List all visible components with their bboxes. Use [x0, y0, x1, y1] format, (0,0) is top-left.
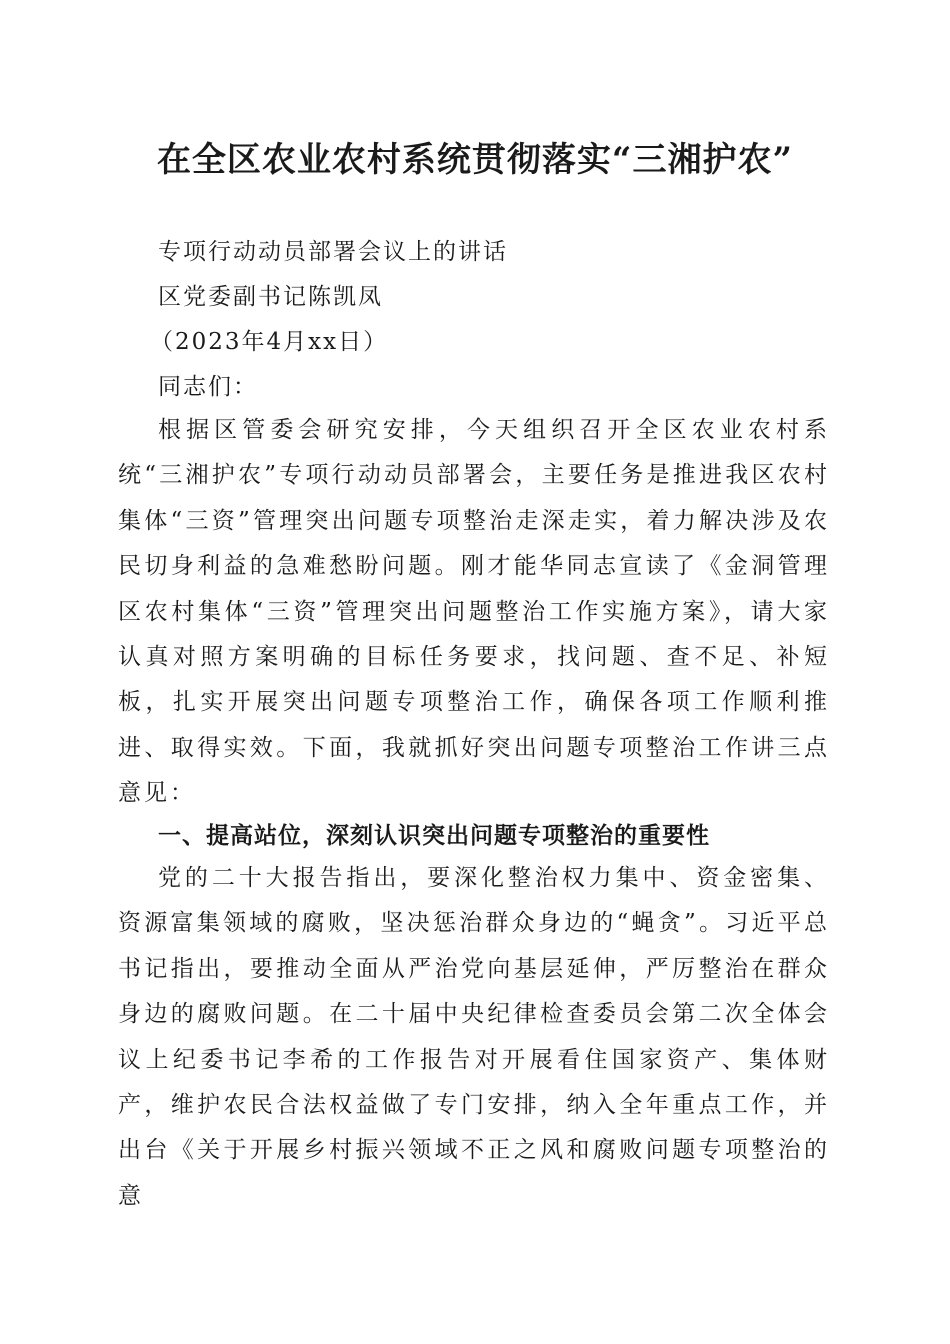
- salutation: 同志们：: [158, 374, 258, 400]
- speaker-line: 区党委副书记陈凯凤: [158, 284, 383, 310]
- date-line: （2023年4月xx日）: [150, 329, 389, 355]
- paragraph-section-1: 党的二十大报告指出，要深化整治权力集中、资金密集、资源富集领域的腐败，坚决惩治群众身边的“蝇贪”。习近平总书记指出，要推动全面从严治党向基层延伸，严厉整治在群众身边的腐败问题。在二十届中央纪律检查委员会第二次全体会议上纪委书记李希的工作报告对开展看住国家资产、集体财产，维护农民合法权益做了专门安排，纳入全年重点工作，并出台《关于开展乡村振兴领域不正之风和腐败问题专项整治的意: [118, 865, 830, 1209]
- document-title: 在全区农业农村系统贯彻落实“三湘护农”: [156, 140, 794, 180]
- document-subtitle: 专项行动动员部署会议上的讲话: [158, 239, 508, 265]
- section-heading: 一、提高站位，深刻认识突出问题专项整治的重要性: [158, 822, 710, 849]
- paragraph-intro: 根据区管委会研究安排，今天组织召开全区农业农村系统“三湘护农”专项行动动员部署会，主要任务是推进我区农村集体“三资”管理突出问题专项整治走深走实，着力解决涉及农民切身利益的急难愁盼问题。刚才能华同志宣读了《金洞管理区农村集体“三资”管理突出问题整治工作实施方案》，请大家认真对照方案明确的目标任务要求，找问题、查不足、补短板，扎实开展突出问题专项整治工作，确保各项工作顺利推进、取得实效。下面，我就抓好突出问题专项整治工作讲三点意见：: [118, 417, 830, 807]
